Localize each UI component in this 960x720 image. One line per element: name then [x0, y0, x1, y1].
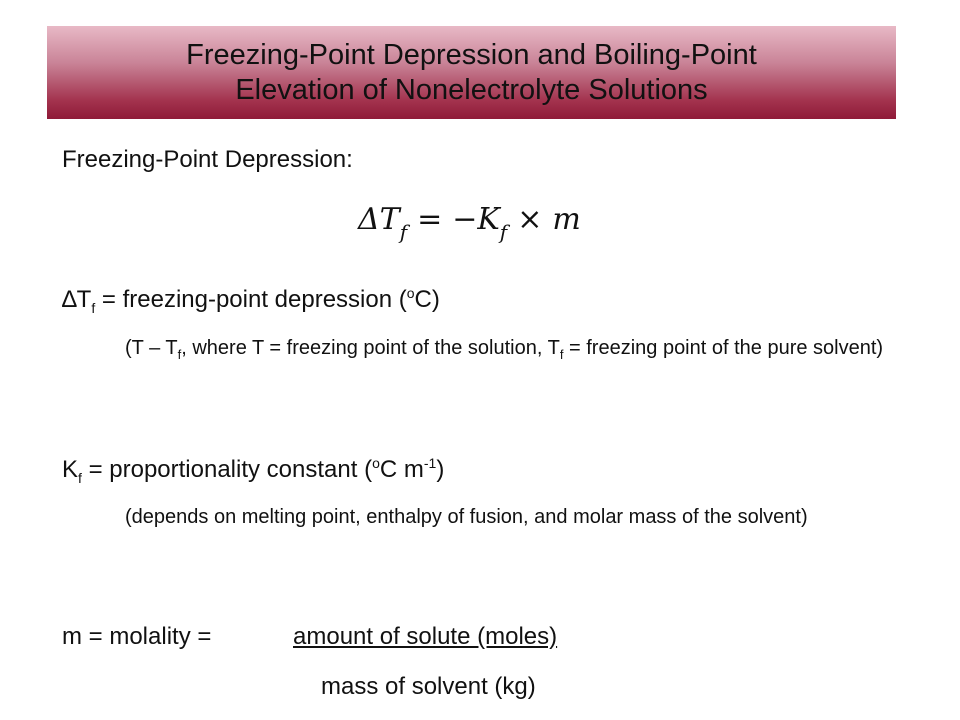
note-part-2: , where T = freezing point of the solution, T [181, 337, 560, 359]
delta-tf-note [125, 331, 915, 372]
note-sub-1: f [177, 347, 182, 362]
note-part-3: = freezing point of the pure solvent) [563, 337, 884, 359]
equation-sub-f: f [399, 220, 408, 244]
section-heading: Freezing-Point Depression: [62, 146, 353, 173]
note-sub-2: f [559, 347, 564, 362]
title-line-2: Elevation of Nonelectrolyte Solutions [235, 73, 708, 106]
kf-symbol: K [62, 456, 79, 483]
kf-definition [62, 455, 444, 486]
freezing-point-equation [358, 202, 581, 244]
equation-delta-t: ΔT [358, 202, 400, 237]
delta-tf-unit: C) [414, 286, 440, 313]
kf-note: (depends on melting point, enthalpy of fusion, and molar mass of the solvent) [125, 506, 808, 528]
equation-equals: = [417, 202, 443, 237]
delta-tf-text: = freezing-point depression ( [95, 286, 407, 313]
delta-tf-definition [62, 285, 440, 316]
kf-text: = proportionality constant ( [81, 456, 373, 483]
kf-exp: -1 [423, 455, 437, 471]
equation-sub-f2: f [499, 220, 508, 244]
kf-sub: f [78, 469, 82, 486]
equation-times: × [517, 202, 543, 237]
molality-label: m = molality = [62, 623, 212, 650]
equation-m: m [552, 202, 581, 237]
kf-deg: o [372, 455, 380, 471]
kf-unit: C m [379, 456, 424, 483]
molality-denominator: mass of solvent (kg) [321, 673, 536, 700]
equation-minus-k: −K [452, 202, 500, 237]
kf-close: ) [436, 456, 445, 483]
delta-tf-sub: f [91, 299, 96, 316]
delta-tf-deg: o [406, 285, 415, 301]
note-part-1: (T – T [125, 337, 178, 359]
title-line-1: Freezing-Point Depression and Boiling-Point [186, 38, 757, 71]
molality-numerator: amount of solute (moles) [293, 623, 558, 650]
delta-tf-symbol: ∆T [62, 286, 92, 313]
title-banner [47, 26, 896, 119]
